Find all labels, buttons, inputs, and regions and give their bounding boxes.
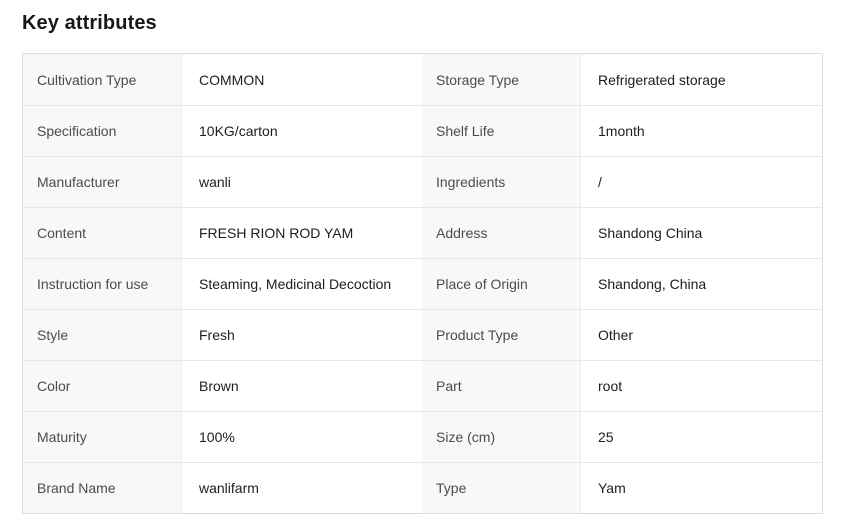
attribute-value-right: Refrigerated storage: [581, 54, 822, 105]
attribute-value-right: /: [581, 157, 822, 207]
attribute-label-left: Manufacturer: [23, 157, 182, 207]
attribute-value-right: Shandong, China: [581, 259, 822, 309]
table-row: [23, 258, 822, 309]
table-row: [23, 462, 822, 513]
attribute-value-left: 10KG/carton: [182, 106, 422, 156]
attributes-table: [22, 53, 823, 514]
table-row: [23, 360, 822, 411]
section-title: Key attributes: [22, 12, 157, 34]
attribute-label-left: Specification: [23, 106, 182, 156]
attribute-label-right: Ingredients: [422, 157, 581, 207]
attribute-value-left: Steaming, Medicinal Decoction: [182, 259, 422, 309]
attribute-label-right: Type: [422, 463, 581, 513]
attribute-label-right: Size (cm): [422, 412, 581, 462]
attribute-label-left: Cultivation Type: [23, 54, 182, 105]
attribute-label-left: Brand Name: [23, 463, 182, 513]
attribute-value-right: Yam: [581, 463, 822, 513]
attribute-value-right: Shandong China: [581, 208, 822, 258]
attribute-value-right: 25: [581, 412, 822, 462]
attribute-label-right: Part: [422, 361, 581, 411]
table-row: [23, 309, 822, 360]
attribute-value-left: wanli: [182, 157, 422, 207]
attribute-value-left: wanlifarm: [182, 463, 422, 513]
attribute-label-left: Color: [23, 361, 182, 411]
table-row: [23, 54, 822, 105]
attribute-label-left: Instruction for use: [23, 259, 182, 309]
key-attributes-section: [0, 8, 848, 526]
attribute-label-right: Address: [422, 208, 581, 258]
attribute-label-left: Style: [23, 310, 182, 360]
attribute-label-right: Product Type: [422, 310, 581, 360]
attribute-value-left: Fresh: [182, 310, 422, 360]
attribute-value-right: Other: [581, 310, 822, 360]
table-row: [23, 411, 822, 462]
table-row: [23, 156, 822, 207]
attribute-label-right: Shelf Life: [422, 106, 581, 156]
table-row: [23, 105, 822, 156]
attribute-value-right: root: [581, 361, 822, 411]
attribute-value-right: 1month: [581, 106, 822, 156]
attribute-value-left: FRESH RION ROD YAM: [182, 208, 422, 258]
attribute-label-right: Storage Type: [422, 54, 581, 105]
attribute-label-left: Maturity: [23, 412, 182, 462]
attribute-value-left: COMMON: [182, 54, 422, 105]
attribute-label-left: Content: [23, 208, 182, 258]
attribute-value-left: Brown: [182, 361, 422, 411]
attribute-label-right: Place of Origin: [422, 259, 581, 309]
table-row: [23, 207, 822, 258]
attribute-value-left: 100%: [182, 412, 422, 462]
